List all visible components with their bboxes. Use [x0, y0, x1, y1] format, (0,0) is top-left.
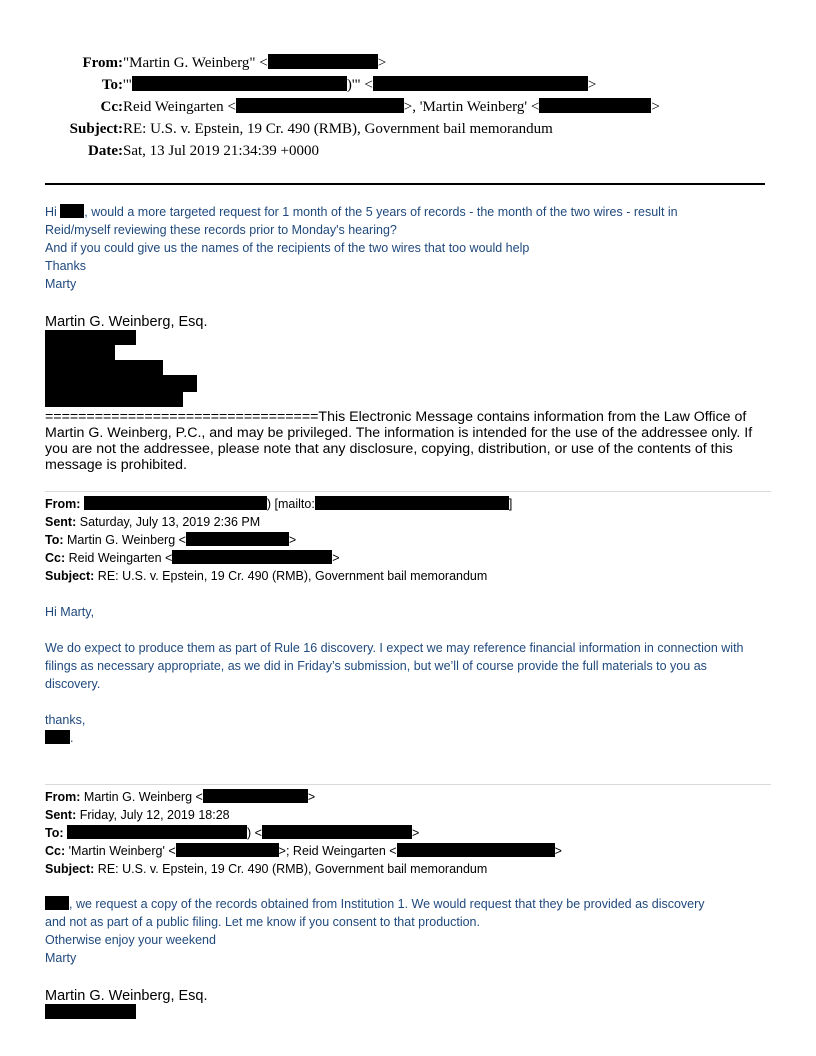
- header-to-label: To:: [101, 77, 123, 93]
- field-text: ]: [508, 497, 513, 511]
- disclaimer: =================================This Electronic Message contains information from the Law Office of Martin G. Weinberg, P.C., and may be privileged. The information is intended for the use of the addressee only. If you are not the addressee, please note that any disclosure, copying, distribution, or use of the contents of this message is prohibited.: [45, 409, 753, 473]
- field-text: >: [288, 533, 297, 547]
- redaction: [315, 496, 509, 510]
- redaction: [262, 825, 412, 839]
- header-cc-end: >: [651, 99, 660, 115]
- separator: [45, 491, 771, 492]
- message-line: [45, 895, 775, 913]
- field-text: RE: U.S. v. Epstein, 19 Cr. 490 (RMB), Government bail memorandum: [97, 569, 488, 583]
- field-label: Subject:: [45, 569, 95, 583]
- redaction: [45, 392, 183, 407]
- message-text: Hi: [45, 205, 61, 219]
- field-text: Saturday, July 13, 2019 2:36 PM: [79, 515, 261, 529]
- header-subject-value: RE: U.S. v. Epstein, 19 Cr. 490 (RMB), Government bail memorandum: [123, 121, 553, 137]
- header-subject: [69, 118, 553, 140]
- field-label: Cc:: [45, 844, 66, 858]
- signature-name: Martin G. Weinberg, Esq.: [45, 314, 208, 330]
- redaction: [45, 330, 136, 345]
- message-line: Marty: [45, 277, 77, 291]
- quoted-sent: [45, 807, 230, 823]
- redaction: [236, 98, 404, 113]
- header-from-label: From:: [82, 55, 123, 71]
- field-text: Reid Weingarten <: [68, 551, 173, 565]
- header-from: [82, 52, 387, 74]
- field-text: >: [332, 551, 340, 565]
- message-line: [45, 203, 775, 221]
- header-divider: [45, 183, 765, 185]
- header-date: [88, 140, 319, 162]
- redaction: [67, 825, 247, 839]
- message-line: Thanks: [45, 259, 86, 273]
- header-to: [101, 74, 597, 96]
- quoted-cc: [45, 550, 340, 566]
- redaction: [60, 204, 84, 218]
- message-line: and not as part of a public filing. Let me know if you consent to that production.: [45, 915, 480, 929]
- header-date-value: Sat, 13 Jul 2019 21:34:39 +0000: [123, 143, 319, 159]
- field-text: Friday, July 12, 2019 18:28: [79, 808, 230, 822]
- quoted-to: [45, 532, 296, 548]
- message-body: [45, 203, 775, 293]
- field-text: .: [70, 731, 74, 745]
- redaction: [268, 54, 378, 69]
- header-from-value: "Martin G. Weinberg" <: [123, 55, 268, 71]
- header-from-end: >: [377, 55, 387, 71]
- header-subject-label: Subject:: [69, 121, 123, 137]
- quoted-to: [45, 825, 419, 841]
- header-date-label: Date:: [88, 143, 123, 159]
- separator: [45, 784, 771, 785]
- header-cc-value-b: >, 'Martin Weinberg' <: [403, 99, 540, 115]
- message-line: And if you could give us the names of the recipients of the two wires that too would help: [45, 241, 530, 255]
- field-label: From:: [45, 497, 81, 511]
- field-text: 'Martin Weinberg' <: [68, 844, 176, 858]
- field-label: To:: [45, 533, 64, 547]
- field-label: Sent:: [45, 515, 77, 529]
- field-text: ) [mailto:: [266, 497, 315, 511]
- field-label: To:: [45, 826, 64, 840]
- field-text: RE: U.S. v. Epstein, 19 Cr. 490 (RMB), Government bail memorandum: [97, 862, 488, 876]
- redaction: [45, 896, 69, 910]
- field-label: Cc:: [45, 551, 66, 565]
- message-line: Marty: [45, 951, 77, 965]
- message-line: Otherwise enjoy your weekend: [45, 933, 216, 947]
- message-text: , would a more targeted request for 1 month of the 5 years of records - the month of the two wires - result in: [84, 205, 678, 219]
- header-to-value-b: )'" <: [346, 77, 373, 93]
- quoted-signoff: [45, 729, 775, 747]
- redaction: [176, 843, 279, 857]
- redaction: [397, 843, 555, 857]
- header-to-end: >: [587, 77, 597, 93]
- header-cc: [100, 96, 660, 118]
- signature-name: Martin G. Weinberg, Esq.: [45, 988, 208, 1004]
- redaction: [84, 496, 267, 510]
- field-text: >: [411, 826, 420, 840]
- redaction: [45, 1004, 136, 1019]
- field-text: Martin G. Weinberg <: [67, 533, 186, 547]
- redaction: [45, 375, 197, 392]
- redaction: [45, 345, 115, 360]
- redaction: [373, 76, 588, 91]
- field-text: >: [307, 790, 316, 804]
- redaction: [132, 76, 347, 91]
- quoted-from: [45, 789, 315, 805]
- quoted-subject: [45, 861, 487, 877]
- quoted-from: [45, 496, 512, 512]
- field-label: From:: [45, 790, 81, 804]
- redaction: [186, 532, 289, 546]
- redaction: [172, 550, 332, 564]
- header-to-value-a: '": [123, 77, 132, 93]
- quoted-closing: thanks,: [45, 713, 86, 727]
- redaction: [203, 789, 308, 803]
- quoted-greeting: Hi Marty,: [45, 605, 95, 619]
- message-line: Reid/myself reviewing these records prior to Monday's hearing?: [45, 223, 397, 237]
- quoted-subject: [45, 568, 487, 584]
- redaction: [539, 98, 651, 113]
- field-label: Subject:: [45, 862, 95, 876]
- header-cc-value-a: Reid Weingarten <: [123, 99, 236, 115]
- quoted-body: [45, 895, 775, 967]
- quoted-body: We do expect to produce them as part of Rule 16 discovery. I expect we may reference financial information in connection with filings as necessary appropriate, as we did in Friday’s submission, but we’ll of course provide the full materials to you as discovery.: [45, 641, 744, 691]
- field-text: >: [554, 844, 562, 858]
- header-cc-label: Cc:: [100, 99, 123, 115]
- redaction: [45, 360, 163, 375]
- field-text: ) <: [247, 826, 262, 840]
- redaction: [45, 730, 70, 744]
- field-text: >; Reid Weingarten <: [278, 844, 397, 858]
- field-text: Martin G. Weinberg <: [83, 790, 203, 804]
- field-label: Sent:: [45, 808, 77, 822]
- quoted-cc: [45, 843, 562, 859]
- quoted-sent: [45, 514, 260, 530]
- message-text: , we request a copy of the records obtained from Institution 1. We would request that they be provided as discovery: [69, 897, 705, 911]
